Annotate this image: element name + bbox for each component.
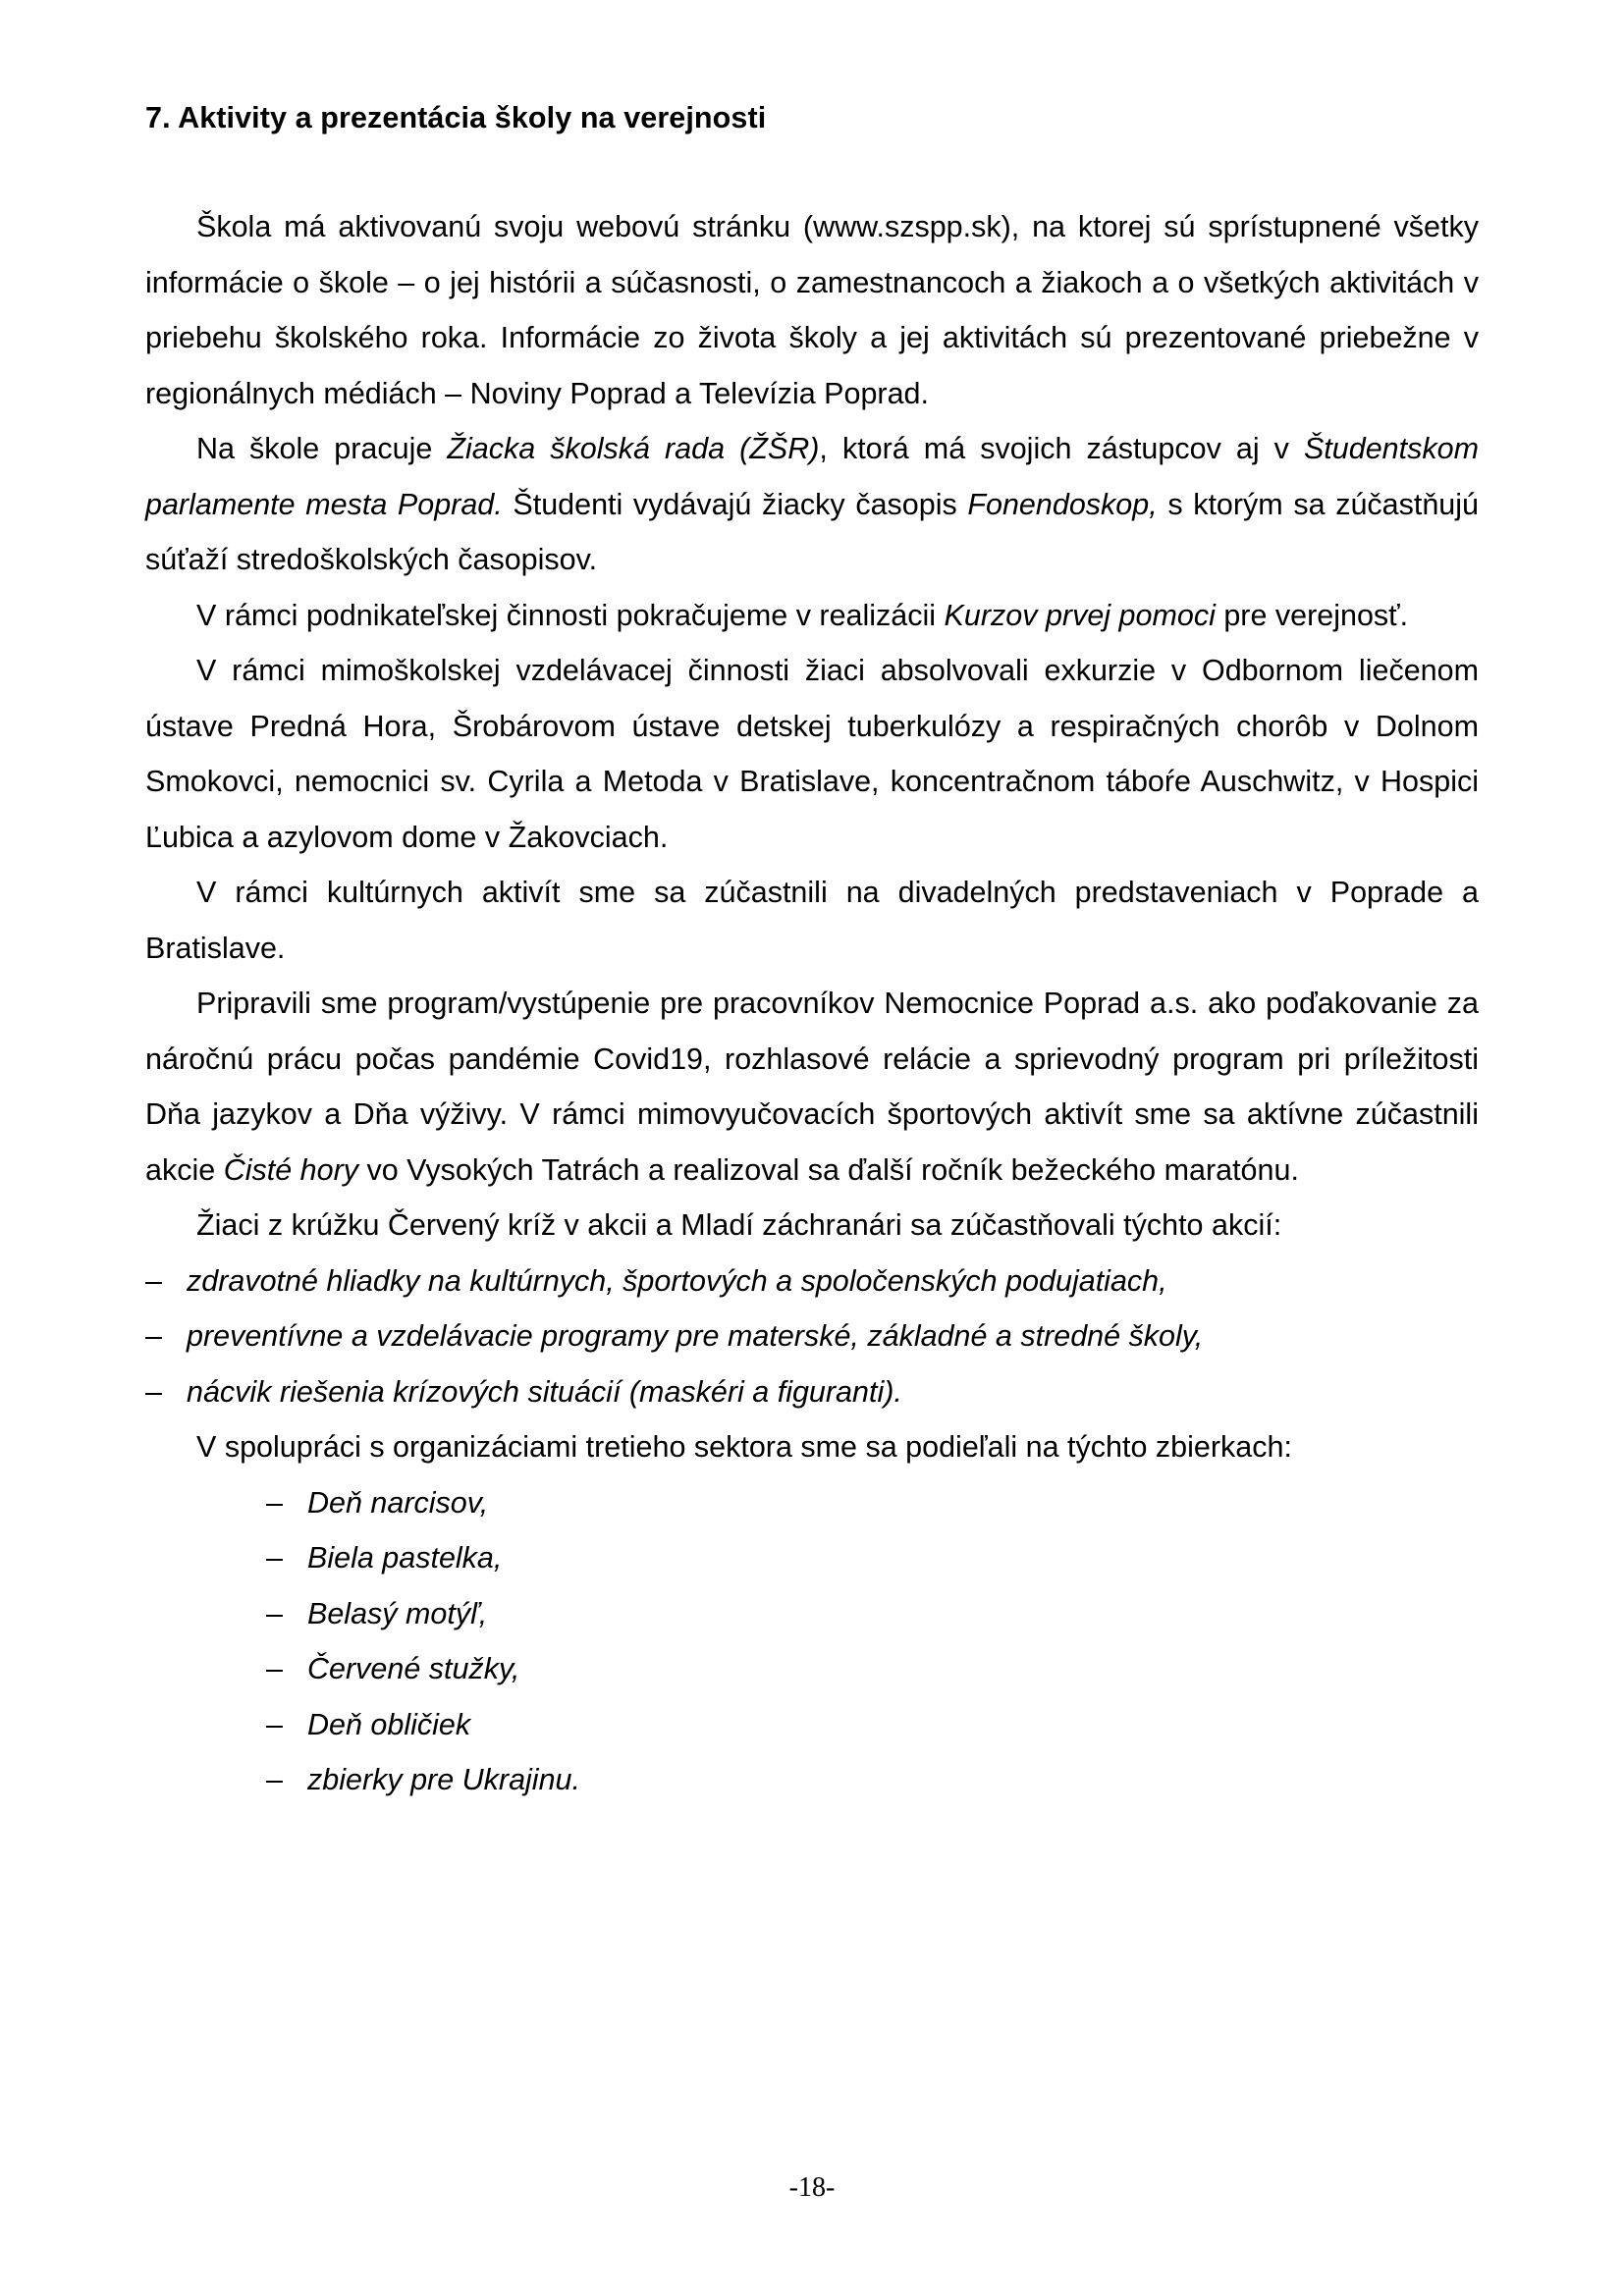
- italic-student-parliament: Študentskom parlamente mesta Poprad.: [145, 432, 1479, 521]
- italic-fonendoskop: Fonendoskop,: [967, 487, 1158, 521]
- paragraph-text: Škola má aktivovanú svoju webovú stránku (www.szspp.sk), na ktorej sú sprístupnené všetky informácie o škole – o jej histórii a súčasnosti, o zamestnancoch a žiakoch a o všetkých aktivitách v priebehu školského roka. Informácie zo života školy a jej aktivitách sú prezentované priebežne v regionálnych médiách – Noviny Poprad a Televízia Poprad.: [145, 210, 1479, 410]
- paragraph-collections-intro: [145, 1419, 1479, 1475]
- list-item: [145, 1308, 1479, 1364]
- page-number: -18-: [788, 2172, 836, 2203]
- dash-marker-icon: –: [266, 1763, 283, 1796]
- list-item-label: preventívne a vzdelávacie programy pre materské, základné a stredné školy,: [187, 1319, 1204, 1353]
- list-item-label: Biela pastelka,: [307, 1541, 503, 1575]
- list-item: [266, 1586, 1479, 1642]
- page-footer: [0, 2172, 1624, 2204]
- paragraph-website: [145, 199, 1479, 421]
- text-run: pre verejnosť.: [1215, 598, 1409, 632]
- text-run: Pripravili sme program/vystúpenie pre pracovníkov Nemocnice Poprad a.s. ako poďakovanie za náročnú prácu počas pandémie Covid19, rozhlasové relácie a sprievodný program pri príležitosti Dňa jazykov a Dňa výživy. V rámci mimovyučovacích športových aktivít sme sa aktívne zúčastnili akcie: [145, 987, 1479, 1187]
- dash-marker-icon: –: [266, 1652, 283, 1685]
- dash-marker-icon: –: [266, 1541, 283, 1575]
- list-item-label: Deň obličiek: [307, 1707, 471, 1741]
- text-run: Na škole pracuje: [196, 432, 448, 465]
- list-item: [145, 1254, 1479, 1309]
- paragraph-text: Žiaci z krúžku Červený kríž v akcii a Mladí záchranári sa zúčastňovali týchto akcií:: [196, 1208, 1282, 1242]
- italic-zsr: Žiacka školská rada (ŽŠR): [447, 432, 820, 465]
- paragraph-red-cross-intro: [145, 1198, 1479, 1254]
- text-run: , ktorá má svojich zástupcov aj v: [819, 432, 1304, 465]
- dash-marker-icon: –: [145, 1319, 162, 1353]
- italic-ciste-hory: Čisté hory: [223, 1152, 358, 1187]
- text-run: Študenti vydávajú žiacky časopis: [502, 487, 968, 521]
- list-item: [266, 1697, 1479, 1753]
- paragraph-hospital-program: [145, 976, 1479, 1198]
- paragraph-first-aid-courses: [145, 588, 1479, 644]
- list-item-label: zbierky pre Ukrajinu.: [307, 1763, 580, 1796]
- paragraph-student-council: [145, 421, 1479, 588]
- list-item: [145, 1364, 1479, 1420]
- page-title: 7. Aktivity a prezentácia školy na verejnosti: [145, 101, 767, 134]
- list-item: [266, 1530, 1479, 1586]
- paragraph-text: V spolupráci s organizáciami tretieho sektora sme sa podieľali na týchto zbierkach:: [196, 1430, 1292, 1464]
- list-item-label: Červené stužky,: [307, 1652, 520, 1685]
- dash-marker-icon: –: [266, 1707, 283, 1741]
- paragraph-cultural-activities: [145, 865, 1479, 976]
- list-activities: [145, 1254, 1479, 1420]
- paragraph-excursions: [145, 643, 1479, 865]
- list-item: [266, 1752, 1479, 1808]
- dash-marker-icon: –: [145, 1374, 162, 1409]
- list-item-label: Belasý motýľ,: [307, 1596, 488, 1630]
- document-body: [145, 98, 1479, 1808]
- paragraph-text: V rámci kultúrnych aktivít sme sa zúčastnili na divadelných predstaveniach v Poprade a Bratislave.: [145, 876, 1479, 965]
- heading-spacer: [145, 137, 1479, 199]
- text-run: s ktorým sa zúčastňujú súťaží stredoškolských časopisov.: [145, 487, 1480, 576]
- list-item: [266, 1475, 1479, 1531]
- dash-marker-icon: –: [266, 1485, 283, 1520]
- list-item: [266, 1641, 1479, 1697]
- list-collections: [266, 1475, 1479, 1808]
- italic-first-aid-course: Kurzov prvej pomoci: [944, 598, 1216, 632]
- dash-marker-icon: –: [266, 1596, 283, 1630]
- list-item-label: Deň narcisov,: [307, 1485, 489, 1520]
- text-run: V rámci podnikateľskej činnosti pokračujeme v realizácii: [196, 598, 945, 632]
- list-item-label: nácvik riešenia krízových situácií (maskéri a figuranti).: [187, 1374, 902, 1409]
- list-item-label: zdravotné hliadky na kultúrnych, športových a spoločenských podujatiach,: [187, 1263, 1167, 1298]
- text-run: vo Vysokých Tatrách a realizoval sa ďalší ročník bežeckého maratónu.: [357, 1152, 1299, 1187]
- dash-marker-icon: –: [145, 1263, 162, 1298]
- paragraph-text: V rámci mimoškolskej vzdelávacej činnosti žiaci absolvovali exkurzie v Odbornom liečenom ústave Predná Hora, Šrobárovom ústave detskej tuberkulózy a respiračných chorôb v Dolnom Smokovci, nemocnici sv. Cyrila a Metoda v Bratislave, koncentračnom táboŕe Auschwitz, v Hospici Ľubica a azylovom dome v Žakovciach.: [145, 654, 1479, 854]
